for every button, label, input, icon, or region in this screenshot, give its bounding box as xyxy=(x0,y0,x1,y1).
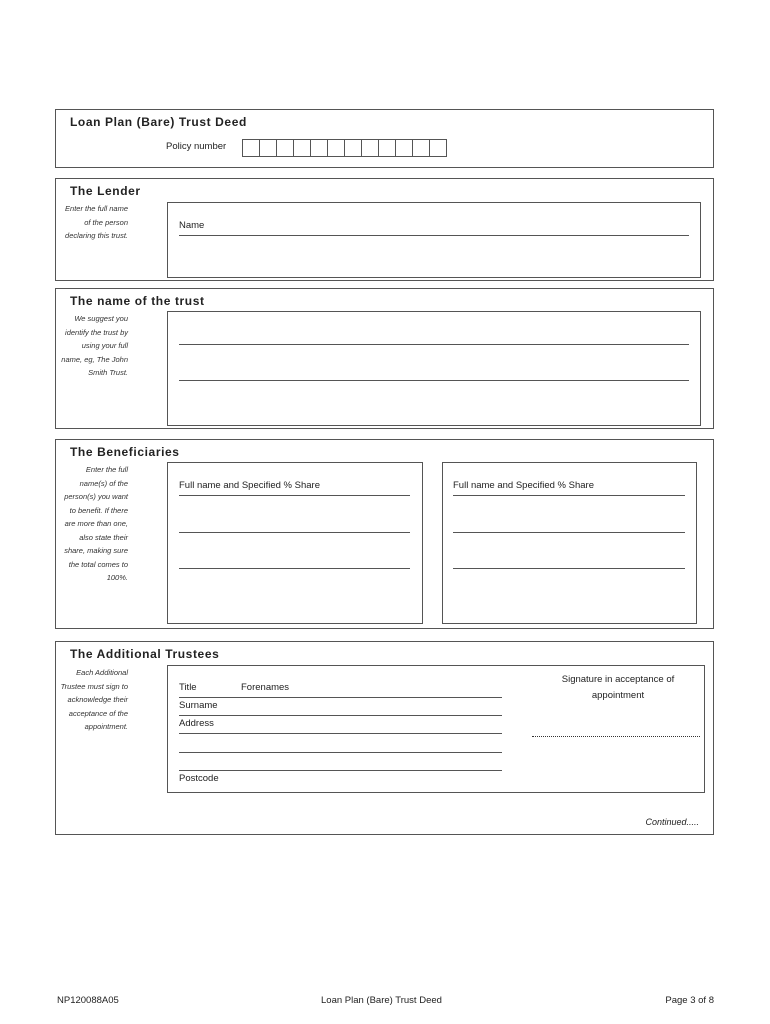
beneficiaries-section xyxy=(55,439,714,629)
trustee-surname-field[interactable] xyxy=(179,715,502,716)
beneficiary-col2-label: Full name and Specified % Share xyxy=(453,480,594,491)
policy-number-cell[interactable] xyxy=(429,139,447,157)
lender-section xyxy=(55,178,714,281)
trustee-address-line-3[interactable] xyxy=(179,770,502,771)
beneficiaries-box-1 xyxy=(167,462,423,624)
footer-code: NP120088A05 xyxy=(57,995,119,1006)
trust-name-section xyxy=(55,288,714,429)
trustee-title-label: Title xyxy=(179,682,197,693)
lender-note: Enter the full name of the person declaring this trust. xyxy=(65,204,128,240)
trustee-postcode-label: Postcode xyxy=(179,773,219,784)
policy-number-cell[interactable] xyxy=(344,139,362,157)
additional-trustees-section xyxy=(55,641,714,835)
beneficiary-col1-line-2[interactable] xyxy=(179,532,410,533)
trustee-address-line-2[interactable] xyxy=(179,752,502,753)
trustee-surname-label: Surname xyxy=(179,700,218,711)
trust-name-box xyxy=(167,311,701,426)
trustee-title-forenames-field[interactable] xyxy=(179,697,502,698)
policy-number-cell[interactable] xyxy=(242,139,260,157)
additional-trustees-note: Each Additional Trustee must sign to acknowledge their acceptance of the appointment. xyxy=(60,668,128,731)
beneficiary-col2-line-2[interactable] xyxy=(453,532,685,533)
beneficiary-col1-label: Full name and Specified % Share xyxy=(179,480,320,491)
lender-name-box xyxy=(167,202,701,278)
policy-number-cell[interactable] xyxy=(361,139,379,157)
trustee-address-line-1[interactable] xyxy=(179,733,502,734)
beneficiary-col2-line-3[interactable] xyxy=(453,568,685,569)
beneficiary-col1-line-3[interactable] xyxy=(179,568,410,569)
lender-name-label: Name xyxy=(179,220,205,231)
continued-note: Continued..... xyxy=(645,817,699,827)
beneficiary-col1-line-1[interactable] xyxy=(179,495,410,496)
trustee-details-box xyxy=(167,665,705,793)
policy-number-field[interactable] xyxy=(243,139,447,157)
beneficiaries-note: Enter the full name(s) of the person(s) you want to benefit. If there are more than one, also state their share, making sure the total comes to 100%. xyxy=(64,465,128,582)
footer-page-number: Page 3 of 8 xyxy=(665,995,714,1006)
policy-number-cell[interactable] xyxy=(327,139,345,157)
beneficiary-col2-line-1[interactable] xyxy=(453,495,685,496)
policy-number-label: Policy number xyxy=(166,141,227,152)
header-section xyxy=(55,109,714,168)
lender-title: The Lender xyxy=(70,184,141,198)
trust-name-note: We suggest you identify the trust by using your full name, eg, The John Smith Trust. xyxy=(61,314,128,377)
trust-name-line-1[interactable] xyxy=(179,344,689,345)
policy-number-cell[interactable] xyxy=(395,139,413,157)
trust-name-line-2[interactable] xyxy=(179,380,689,381)
lender-name-field[interactable] xyxy=(179,235,689,236)
additional-trustees-title: The Additional Trustees xyxy=(70,647,220,661)
beneficiaries-box-2 xyxy=(442,462,697,624)
trustee-forenames-label: Forenames xyxy=(241,682,290,693)
policy-number-cell[interactable] xyxy=(259,139,277,157)
policy-number-cell[interactable] xyxy=(412,139,430,157)
policy-number-cell[interactable] xyxy=(378,139,396,157)
beneficiaries-title: The Beneficiaries xyxy=(70,445,180,459)
footer-document-title: Loan Plan (Bare) Trust Deed xyxy=(321,995,442,1006)
policy-number-cell[interactable] xyxy=(276,139,294,157)
trustee-address-label: Address xyxy=(179,718,214,729)
trustee-signature-label: Signature in acceptance of appointment xyxy=(561,674,675,701)
policy-number-cell[interactable] xyxy=(293,139,311,157)
trustee-signature-field[interactable] xyxy=(532,736,700,737)
document-title: Loan Plan (Bare) Trust Deed xyxy=(70,115,247,129)
policy-number-cell[interactable] xyxy=(310,139,328,157)
trust-name-title: The name of the trust xyxy=(70,294,205,308)
